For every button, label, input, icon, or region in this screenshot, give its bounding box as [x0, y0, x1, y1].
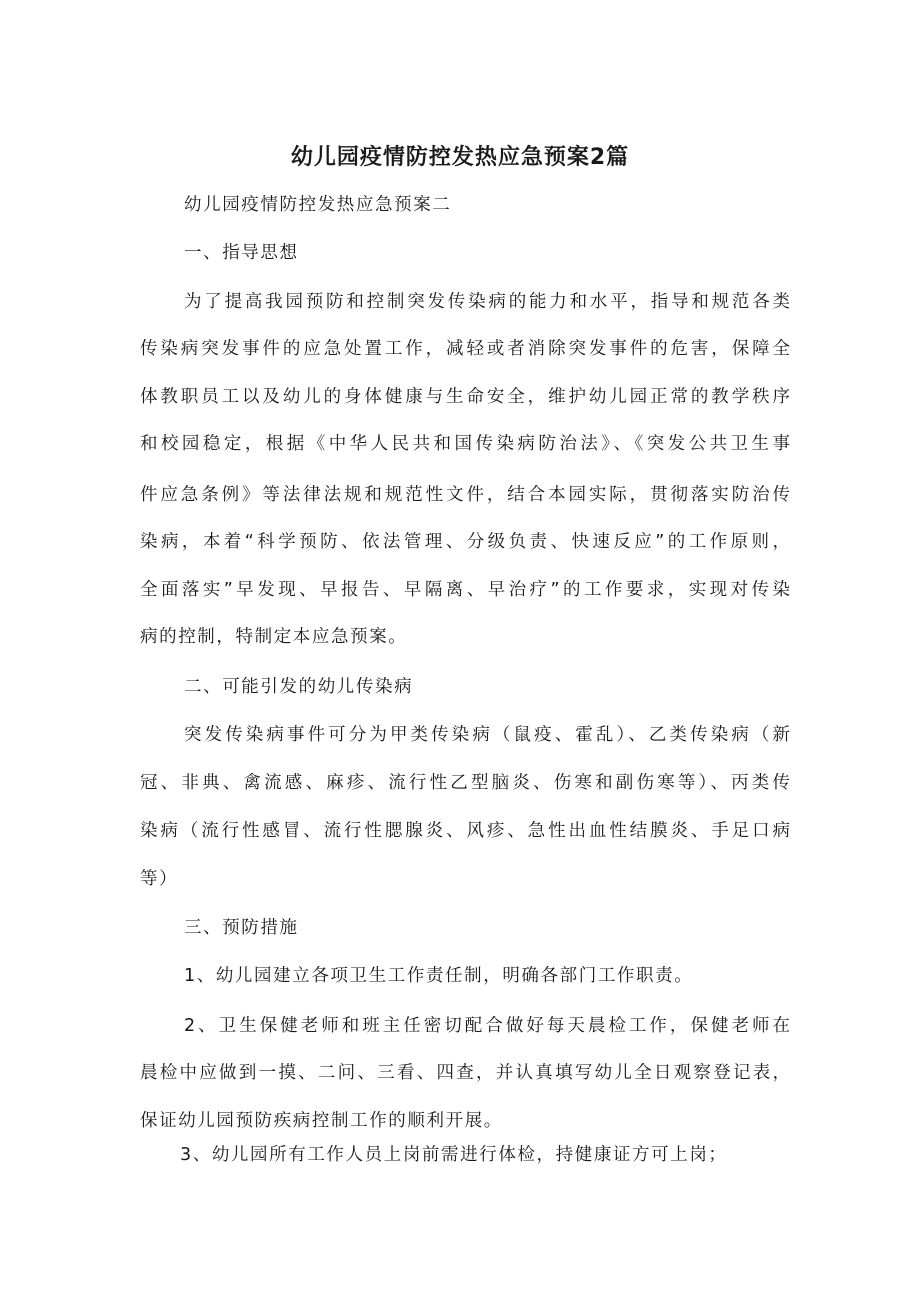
list-item-2-line: 晨检中应做到一摸、二问、三看、四查，并认真填写幼儿全日观察登记表，	[140, 1063, 790, 1083]
list-item-1: 1、幼儿园建立各项卫生工作责任制，明确各部门工作职责。	[184, 966, 694, 986]
paragraph-line: 传染病突发事件的应急处置工作，减轻或者消除突发事件的危害，保障全	[140, 339, 790, 359]
document-subtitle: 幼儿园疫情防控发热应急预案二	[184, 195, 452, 215]
paragraph-line: 和校园稳定，根据《中华人民共和国传染病防治法》、《突发公共卫生事	[140, 434, 790, 454]
paragraph-line: 等）	[140, 869, 179, 889]
paragraph-line: 全面落实”早发现、早报告、早隔离、早治疗”的工作要求，实现对传染	[140, 580, 790, 600]
paragraph-line: 染病，本着“科学预防、依法管理、分级负责、快速反应”的工作原则，	[140, 532, 790, 552]
paragraph-line: 件应急条例》等法律法规和规范性文件，结合本园实际，贯彻落实防治传	[140, 485, 790, 505]
list-item-3: 3、幼儿园所有工作人员上岗前需进行体检，持健康证方可上岗；	[180, 1145, 728, 1165]
section-heading-guiding-thought: 一、指导思想	[184, 243, 299, 263]
paragraph-line: 突发传染病事件可分为甲类传染病（鼠疫、霍乱）、乙类传染病（新	[184, 725, 790, 745]
paragraph-line: 体教职员工以及幼儿的身体健康与生命安全，维护幼儿园正常的教学秩序	[140, 387, 790, 407]
paragraph-line: 病的控制，特制定本应急预案。	[140, 627, 408, 647]
document-title: 幼儿园疫情防控发热应急预案2篇	[290, 145, 630, 170]
list-item-2-line: 保证幼儿园预防疾病控制工作的顺利开展。	[140, 1111, 503, 1131]
section-heading-prevention-measures: 三、预防措施	[184, 918, 299, 938]
paragraph-line: 染病（流行性感冒、流行性腮腺炎、风疹、急性出血性结膜炎、手足口病	[140, 821, 790, 841]
section-heading-possible-diseases: 二、可能引发的幼儿传染病	[184, 677, 414, 697]
paragraph-line: 冠、非典、禽流感、麻疹、流行性乙型脑炎、伤寒和副伤寒等）、丙类传	[140, 773, 790, 793]
paragraph-line: 为了提高我园预防和控制突发传染病的能力和水平，指导和规范各类	[184, 292, 790, 312]
list-item-2-line: 2、卫生保健老师和班主任密切配合做好每天晨检工作，保健老师在	[184, 1016, 790, 1036]
